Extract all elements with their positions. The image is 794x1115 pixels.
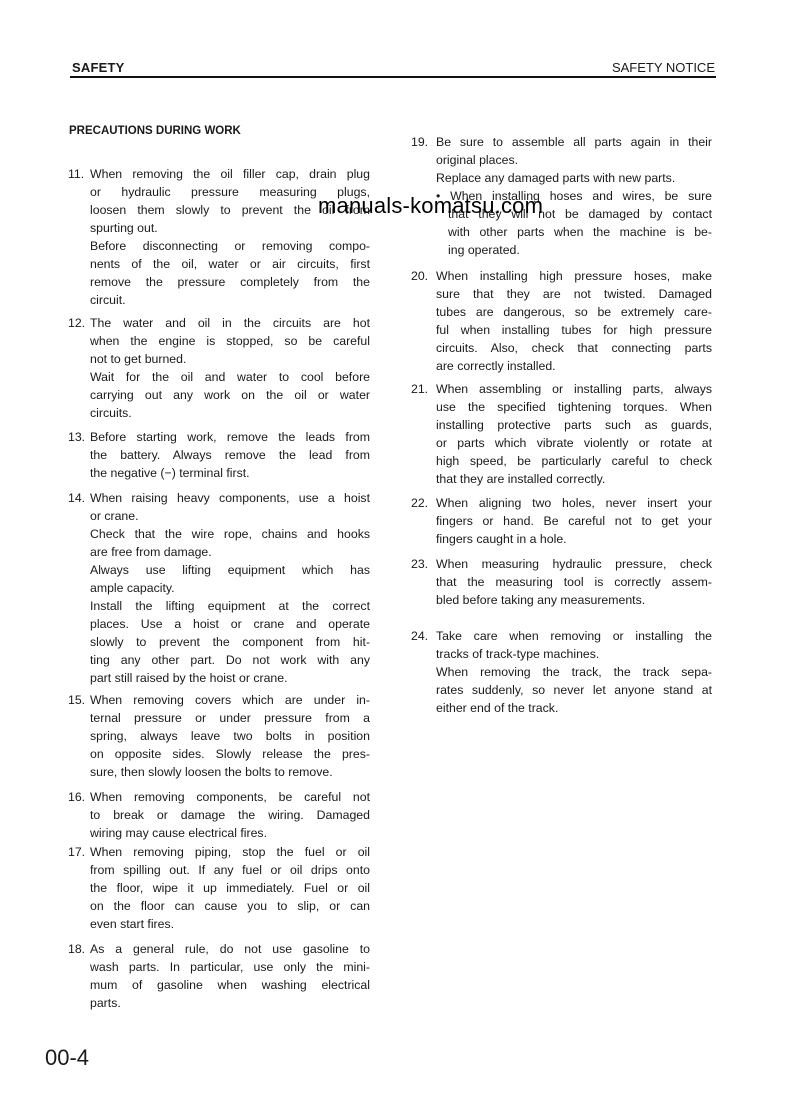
- item-number: 21.: [411, 382, 429, 396]
- section-heading: PRECAUTIONS DURING WORK: [69, 125, 241, 137]
- item-paragraph: [436, 627, 712, 663]
- text-line: ing operated.: [448, 243, 520, 257]
- text-line: When installing high pressure hoses, make: [436, 269, 712, 283]
- text-line: Take care when removing or installing the: [436, 629, 712, 643]
- item-number: 19.: [411, 135, 429, 149]
- item-paragraph: [90, 940, 370, 1012]
- text-line: When raising heavy components, use a hoist: [90, 491, 370, 505]
- text-line: Before disconnecting or removing compo-: [90, 239, 370, 253]
- text-line: circuits.: [90, 406, 132, 420]
- text-line: bled before taking any measurements.: [436, 593, 646, 607]
- text-line: ample capacity.: [90, 581, 175, 595]
- text-line: on opposite sides. Slowly release the pres-: [90, 747, 370, 761]
- page-number: 00-4: [45, 1045, 90, 1070]
- text-line: When removing piping, stop the fuel or oil: [90, 845, 370, 859]
- text-line: wash parts. In particular, use only the mini-: [90, 960, 370, 974]
- item-paragraph: [436, 133, 712, 169]
- item-paragraph: [90, 561, 370, 597]
- item-paragraph: [90, 368, 370, 422]
- text-line: mum of gasoline when washing electrical: [90, 978, 370, 992]
- item-paragraph: [436, 380, 712, 488]
- text-line: that they will not be damaged by contact: [448, 207, 712, 221]
- text-line: As a general rule, do not use gasoline to: [90, 942, 370, 956]
- text-line: to break or damage the wiring. Damaged: [90, 808, 370, 822]
- item-paragraph: [436, 555, 712, 609]
- text-line: are correctly installed.: [436, 359, 556, 373]
- item-paragraph: [90, 489, 370, 525]
- text-line: sure, then slowly loosen the bolts to remove.: [90, 765, 333, 779]
- item-number: 15.: [68, 693, 86, 707]
- text-line: remove the pressure completely from the: [90, 275, 370, 289]
- item-paragraph: [90, 691, 370, 781]
- item-number: 12.: [68, 316, 86, 330]
- text-line: carrying out any work on the oil or water: [90, 388, 370, 402]
- text-line: or hydraulic pressure measuring plugs,: [90, 185, 370, 199]
- item-paragraph: [90, 788, 370, 842]
- text-line: ternal pressure or under pressure from a: [90, 711, 370, 725]
- text-line: are free from damage.: [90, 545, 212, 559]
- item-number: 24.: [411, 629, 429, 643]
- item-number: 17.: [68, 845, 86, 859]
- text-line: installing protective parts such as guards,: [436, 418, 712, 432]
- header-page-title: SAFETY NOTICE: [611, 60, 715, 75]
- item-number: 22.: [411, 496, 429, 510]
- text-line: rates suddenly, so never let anyone stand at: [436, 683, 712, 697]
- text-line: When removing covers which are under in-: [90, 693, 370, 707]
- text-line: when the engine is stopped, so be careful: [90, 334, 370, 348]
- text-line: original places.: [436, 153, 519, 167]
- text-line: either end of the track.: [436, 701, 559, 715]
- text-line: spurting out.: [90, 221, 158, 235]
- item-number: 18.: [68, 942, 86, 956]
- text-line: part still raised by the hoist or crane.: [90, 671, 288, 685]
- item-paragraph: [90, 525, 370, 561]
- text-line: When measuring hydraulic pressure, check: [436, 557, 712, 571]
- text-line: Be sure to assemble all parts again in their: [436, 135, 712, 149]
- text-line: nents of the oil, water or air circuits, first: [90, 257, 370, 271]
- text-line: the floor, wipe it up immediately. Fuel or oil: [90, 881, 370, 895]
- text-line: ting any other part. Do not work with any: [90, 653, 370, 667]
- item-paragraph: [90, 314, 370, 368]
- text-line: Replace any damaged parts with new parts.: [436, 171, 676, 185]
- text-line: from spilling out. If any fuel or oil drips onto: [90, 863, 370, 877]
- text-line: or crane.: [90, 509, 139, 523]
- text-line: circuits. Also, check that connecting parts: [436, 341, 712, 355]
- text-line: or parts which vibrate violently or rotate at: [436, 436, 712, 450]
- text-line: the negative (−) terminal first.: [90, 466, 250, 480]
- item-number: 13.: [68, 430, 86, 444]
- text-line: circuit.: [90, 293, 126, 307]
- text-line: that they are installed correctly.: [436, 472, 606, 486]
- text-line: high speed, be particularly careful to check: [436, 454, 712, 468]
- text-line: use the specified tightening torques. When: [436, 400, 712, 414]
- text-line: sure that they are not twisted. Damaged: [436, 287, 712, 301]
- text-line: slowly to prevent the component from hit-: [90, 635, 370, 649]
- text-line: on the floor can cause you to slip, or can: [90, 899, 370, 913]
- text-line: • When installing hoses and wires, be sure: [436, 189, 712, 203]
- text-line: The water and oil in the circuits are hot: [90, 316, 370, 330]
- text-line: places. Use a hoist or crane and operate: [90, 617, 370, 631]
- text-line: fingers caught in a hole.: [436, 532, 567, 546]
- text-line: ful when installing tubes for high pressure: [436, 323, 712, 337]
- watermark: manuals-komatsu.com: [318, 193, 544, 218]
- text-line: tubes are dangerous, so be extremely care-: [436, 305, 712, 319]
- text-line: When removing the track, the track sepa-: [436, 665, 712, 679]
- text-line: wiring may cause electrical fires.: [90, 826, 267, 840]
- item-paragraph: [436, 663, 712, 717]
- item-paragraph: [90, 597, 370, 687]
- text-line: When removing components, be careful not: [90, 790, 370, 804]
- item-paragraph: [436, 169, 712, 187]
- text-line: Before starting work, remove the leads from: [90, 430, 370, 444]
- text-line: with other parts when the machine is be-: [448, 225, 712, 239]
- text-line: When assembling or installing parts, always: [436, 382, 712, 396]
- item-number: 14.: [68, 491, 86, 505]
- item-paragraph: [436, 494, 712, 548]
- header-section-title: SAFETY: [72, 60, 125, 75]
- text-line: even start fires.: [90, 917, 175, 931]
- text-line: the battery. Always remove the lead from: [90, 448, 370, 462]
- item-paragraph: [90, 843, 370, 933]
- text-line: loosen them slowly to prevent the oil from: [90, 203, 370, 217]
- text-line: Always use lifting equipment which has: [90, 563, 370, 577]
- text-line: that the measuring tool is correctly assem-: [436, 575, 712, 589]
- item-number: 16.: [68, 790, 86, 804]
- text-line: parts.: [90, 996, 121, 1010]
- item-paragraph: [90, 237, 370, 309]
- item-number: 20.: [411, 269, 429, 283]
- text-line: Check that the wire rope, chains and hooks: [90, 527, 370, 541]
- text-line: tracks of track-type machines.: [436, 647, 600, 661]
- item-paragraph: [436, 267, 712, 375]
- text-line: Wait for the oil and water to cool before: [90, 370, 370, 384]
- item-paragraph: [90, 428, 370, 482]
- text-line: When aligning two holes, never insert your: [436, 496, 712, 510]
- item-number: 11.: [68, 167, 85, 181]
- text-line: Install the lifting equipment at the correct: [90, 599, 370, 613]
- header-divider: [70, 76, 716, 78]
- text-line: not to get burned.: [90, 352, 187, 366]
- text-line: spring, always leave two bolts in position: [90, 729, 370, 743]
- text-line: fingers or hand. Be careful not to get your: [436, 514, 712, 528]
- item-number: 23.: [411, 557, 429, 571]
- text-line: When removing the oil filler cap, drain plug: [90, 167, 370, 181]
